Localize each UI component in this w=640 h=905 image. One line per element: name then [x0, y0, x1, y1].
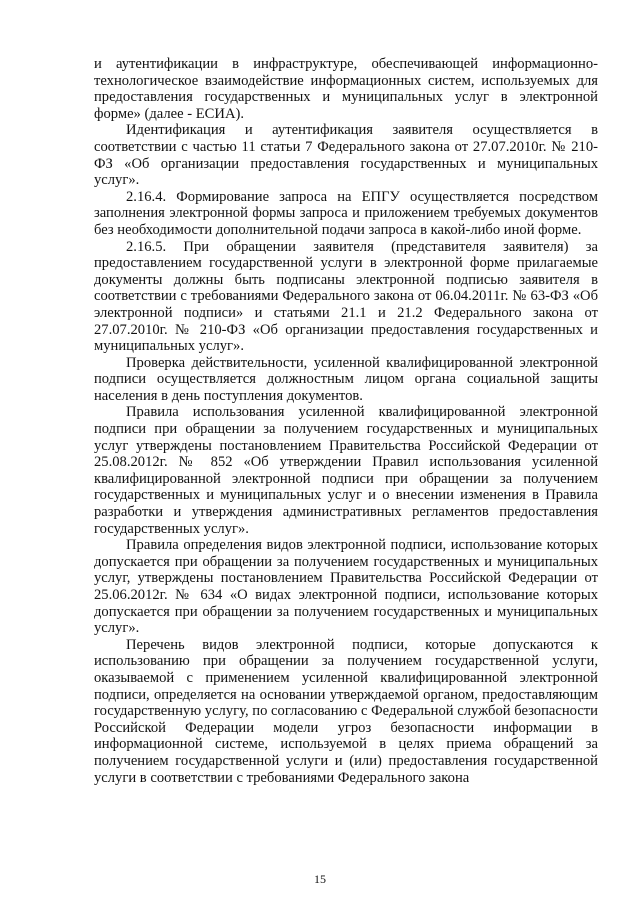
page-number: 15 [314, 872, 326, 886]
paragraph-identification: Идентификация и аутентификация заявителя осуществляется в соответствии с частью 11 статьи 7 Федерального закона от 27.07.2010г. № 210-ФЗ «Об организации предоставления государственных и муниципальных услуг». [94, 122, 598, 189]
paragraph-2-16-4: 2.16.4. Формирование запроса на ЕПГУ осуществляется посредством заполнения электронной формы запроса и приложением требуемых документов без необходимости дополнительной подачи запроса в какой-либо иной форме. [94, 188, 598, 238]
paragraph-signature-types-list: Перечень видов электронной подписи, которые допускаются к использованию при обращении за получением государственной услуги, оказываемой с применением усиленной квалифицированной электронной подписи, определяется на основании утверждаемой органом, предоставляющим государственную услугу, по согласованию с Федеральной службой безопасности Российской Федерации модели угроз безопасности информации в информационной системе, используемой в целях приема обращений за получением государственной услуги и (или) предоставления государственной услуги в соответствии с требованиями Федерального закона [94, 636, 598, 786]
paragraph-signature-check: Проверка действительности, усиленной квалифицированной электронной подписи осуществляется должностным лицом органа социальной защиты населения в день поступления документов. [94, 354, 598, 404]
paragraph-esia-continuation: и аутентификации в инфраструктуре, обеспечивающей информационно-технологическое взаимодействие информационных систем, используемых для предоставления государственных и муниципальных услуг в электронной форме» (далее - ЕСИА). [94, 56, 598, 122]
paragraph-2-16-5: 2.16.5. При обращении заявителя (представителя заявителя) за предоставлением государственной услуги в электронной форме прилагаемые документы должны быть подписаны электронной подписью заявителя в соответствии с требованиями Федерального закона от 06.04.2011г. № 63-ФЗ «Об электронной подписи» и статьями 21.1 и 21.2 Федерального закона от 27.07.2010г. № 210-ФЗ «Об организации предоставления государственных и муниципальных услуг». [94, 238, 598, 355]
paragraph-signature-types-rules: Правила определения видов электронной подписи, использование которых допускается при обращении за получением государственных и муниципальных услуг, утверждены постановлением Правительства Российской Федерации от 25.06.2012г. № 634 «О видах электронной подписи, использование которых допускается при обращении за получением государственных и муниципальных услуг». [94, 537, 598, 637]
paragraph-signature-rules: Правила использования усиленной квалифицированной электронной подписи при обращении за получением государственных и муниципальных услуг утверждены постановлением Правительства Российской Федерации от 25.08.2012г. № 852 «Об утверждении Правил использования усиленной квалифицированной электронной подписи при обращении за получением государственных и муниципальных услуг и о внесении изменения в Правила разработки и утверждения административных регламентов предоставления государственных услуг». [94, 404, 598, 537]
document-body [94, 56, 598, 786]
